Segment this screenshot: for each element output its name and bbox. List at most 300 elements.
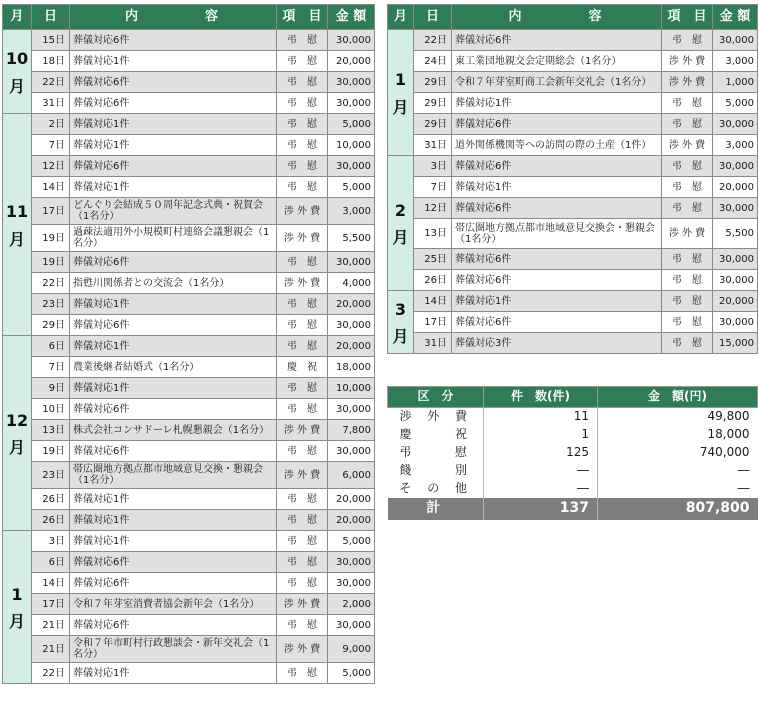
day-cell: 29日 <box>32 315 70 336</box>
item-label: 弔 慰 <box>287 298 317 310</box>
summary-amount: 18,000 <box>598 426 758 444</box>
summary-row <box>388 480 758 498</box>
day-cell: 29日 <box>414 93 452 114</box>
table-row <box>3 636 375 663</box>
day-cell: 7日 <box>32 357 70 378</box>
right-table-body <box>388 30 758 354</box>
content-cell: 葬儀対応6件 <box>452 156 662 177</box>
month-cell: 3 月 <box>388 291 414 354</box>
day-header: 日 <box>32 5 70 30</box>
item-cell <box>277 663 328 684</box>
table-row <box>3 462 375 489</box>
table-row <box>3 273 375 294</box>
table-row <box>3 441 375 462</box>
content-cell: 葬儀対応1件 <box>70 378 277 399</box>
table-row <box>3 552 375 573</box>
table-row <box>3 510 375 531</box>
item-label: 弔 慰 <box>672 295 702 307</box>
month-cell: 12 月 <box>3 336 32 531</box>
content-cell: 葬儀対応1件 <box>70 51 277 72</box>
item-cell <box>277 135 328 156</box>
day-cell: 23日 <box>32 462 70 489</box>
table-row <box>3 357 375 378</box>
item-label: 弔 慰 <box>672 274 702 286</box>
summary-count: 11 <box>484 408 598 427</box>
content-cell: 葬儀対応1件 <box>70 135 277 156</box>
content-cell: 令和７年市町村行政懇談会・新年交礼会（1名分） <box>70 636 277 663</box>
summary-amount: 740,000 <box>598 444 758 462</box>
day-cell: 24日 <box>414 51 452 72</box>
item-cell <box>277 156 328 177</box>
item-header: 項 目 <box>662 5 713 30</box>
amount-cell: 5,000 <box>328 177 375 198</box>
content-cell: 令和７年芽室消費者協会新年会（1名分） <box>70 594 277 615</box>
amount-cell: 3,000 <box>713 135 758 156</box>
amount-cell: 30,000 <box>713 156 758 177</box>
amount-cell: 5,500 <box>713 219 758 249</box>
summary-total-count: 137 <box>484 498 598 520</box>
day-cell: 14日 <box>32 177 70 198</box>
item-label: 弔 慰 <box>287 667 317 679</box>
item-cell <box>662 198 713 219</box>
item-label: 渉 外 費 <box>668 76 706 88</box>
summary-category: 餞別 <box>399 463 467 478</box>
item-label: 弔 慰 <box>287 556 317 568</box>
day-cell: 25日 <box>414 249 452 270</box>
item-cell <box>662 93 713 114</box>
amount-cell: 5,000 <box>328 663 375 684</box>
content-cell: 葬儀対応6件 <box>70 399 277 420</box>
summary-category: 弔慰 <box>399 445 467 460</box>
table-row <box>3 378 375 399</box>
summary-amount-header: 金 額(円) <box>598 387 758 408</box>
item-cell <box>662 312 713 333</box>
day-cell: 31日 <box>32 93 70 114</box>
right-expense-table <box>387 4 758 354</box>
amount-cell: 20,000 <box>328 489 375 510</box>
item-label: 弔 慰 <box>287 76 317 88</box>
content-cell: 株式会社コンサドーレ札幌懇親会（1名分） <box>70 420 277 441</box>
item-label: 渉 外 費 <box>283 232 321 244</box>
left-table-header <box>3 5 375 30</box>
table-row <box>388 198 758 219</box>
day-cell: 19日 <box>32 441 70 462</box>
content-cell: 葬儀対応1件 <box>70 294 277 315</box>
content-cell: 葬儀対応1件 <box>70 336 277 357</box>
content-cell: 東工業団地親交会定期総会（1名分） <box>452 51 662 72</box>
day-cell: 10日 <box>32 399 70 420</box>
item-cell <box>662 291 713 312</box>
item-label: 弔 慰 <box>287 382 317 394</box>
item-cell <box>277 273 328 294</box>
item-label: 弔 慰 <box>287 493 317 505</box>
summary-count-header: 件 数(件) <box>484 387 598 408</box>
day-cell: 7日 <box>414 177 452 198</box>
content-cell: 葬儀対応6件 <box>452 270 662 291</box>
item-label: 弔 慰 <box>287 139 317 151</box>
table-row <box>3 573 375 594</box>
summary-category: その他 <box>399 481 467 496</box>
day-header: 日 <box>414 5 452 30</box>
content-cell: 葬儀対応1件 <box>452 93 662 114</box>
table-row <box>388 72 758 93</box>
table-row <box>3 489 375 510</box>
content-cell: 葬儀対応6件 <box>452 30 662 51</box>
item-label: 弔 慰 <box>287 403 317 415</box>
table-row <box>3 93 375 114</box>
amount-cell: 30,000 <box>713 198 758 219</box>
amount-cell: 10,000 <box>328 378 375 399</box>
summary-row <box>388 462 758 480</box>
amount-cell: 30,000 <box>328 441 375 462</box>
item-cell <box>277 441 328 462</box>
day-cell: 12日 <box>414 198 452 219</box>
amount-cell: 30,000 <box>713 114 758 135</box>
item-label: 渉 外 費 <box>668 228 706 239</box>
day-cell: 22日 <box>32 72 70 93</box>
amount-cell: 20,000 <box>328 294 375 315</box>
item-cell <box>277 51 328 72</box>
content-cell: 葬儀対応6件 <box>70 72 277 93</box>
amount-cell: 30,000 <box>328 252 375 273</box>
amount-cell: 30,000 <box>328 93 375 114</box>
amount-cell: 5,000 <box>328 114 375 135</box>
day-cell: 15日 <box>32 30 70 51</box>
summary-body <box>388 408 758 521</box>
item-cell <box>277 594 328 615</box>
amount-cell: 5,000 <box>713 93 758 114</box>
day-cell: 6日 <box>32 336 70 357</box>
item-cell <box>277 315 328 336</box>
month-cell: 1 月 <box>3 531 32 684</box>
item-cell <box>662 270 713 291</box>
item-label: 弔 慰 <box>287 34 317 46</box>
left-table-body <box>3 30 375 684</box>
item-cell <box>662 219 713 249</box>
item-label: 弔 慰 <box>672 118 702 130</box>
item-cell <box>277 336 328 357</box>
item-cell <box>277 378 328 399</box>
content-cell: 指甦川関係者との交流会（1名分） <box>70 273 277 294</box>
item-cell <box>277 30 328 51</box>
table-row <box>388 30 758 51</box>
summary-table <box>387 386 758 520</box>
left-expense-table <box>2 4 375 684</box>
item-cell <box>277 636 328 663</box>
item-cell <box>277 462 328 489</box>
content-cell: 葬儀対応1件 <box>70 177 277 198</box>
table-row <box>3 663 375 684</box>
item-label: 渉 外 費 <box>668 55 706 67</box>
item-label: 弔 慰 <box>287 181 317 193</box>
table-row <box>3 30 375 51</box>
day-cell: 17日 <box>32 594 70 615</box>
item-cell <box>277 72 328 93</box>
day-cell: 26日 <box>32 510 70 531</box>
item-label: 渉 外 費 <box>283 643 321 655</box>
item-cell <box>662 30 713 51</box>
item-cell <box>277 357 328 378</box>
item-label: 弔 慰 <box>287 577 317 589</box>
summary-row <box>388 444 758 462</box>
item-cell <box>277 252 328 273</box>
content-cell: 令和７年芽室町商工会新年交礼会（1名分） <box>452 72 662 93</box>
table-row <box>3 420 375 441</box>
item-cell <box>277 420 328 441</box>
content-cell: 葬儀対応6件 <box>452 249 662 270</box>
content-cell: 葬儀対応6件 <box>70 252 277 273</box>
summary-row <box>388 426 758 444</box>
amount-cell: 30,000 <box>328 399 375 420</box>
item-cell <box>277 225 328 252</box>
item-label: 弔 慰 <box>287 514 317 526</box>
item-label: 弔 慰 <box>287 319 317 331</box>
item-label: 弔 慰 <box>287 619 317 631</box>
day-cell: 12日 <box>32 156 70 177</box>
item-label: 弔 慰 <box>287 340 317 352</box>
content-cell: 道外関係機関等への訪問の際の土産（1件） <box>452 135 662 156</box>
amount-cell: 10,000 <box>328 135 375 156</box>
content-cell: 葬儀対応6件 <box>70 615 277 636</box>
content-cell: 帯広圏地方拠点都市地域意見交換会・懇親会（1名分） <box>452 219 662 249</box>
day-cell: 21日 <box>32 615 70 636</box>
summary-count: ― <box>484 480 598 498</box>
content-cell: 葬儀対応1件 <box>70 489 277 510</box>
day-cell: 22日 <box>32 273 70 294</box>
content-cell: 過疎法適用外小規模町村連絡会議懇親会（1名分） <box>70 225 277 252</box>
summary-category-header: 区 分 <box>388 387 484 408</box>
table-row <box>388 333 758 354</box>
content-cell: 葬儀対応6件 <box>452 114 662 135</box>
content-cell: 葬儀対応3件 <box>452 333 662 354</box>
item-label: 渉 外 費 <box>283 469 321 481</box>
amount-cell: 30,000 <box>328 573 375 594</box>
item-cell <box>662 333 713 354</box>
item-label: 弔 慰 <box>672 316 702 328</box>
item-label: 弔 慰 <box>287 535 317 547</box>
day-cell: 14日 <box>414 291 452 312</box>
amount-cell: 7,800 <box>328 420 375 441</box>
item-header: 項 目 <box>277 5 328 30</box>
table-row <box>3 156 375 177</box>
table-row <box>3 594 375 615</box>
day-cell: 29日 <box>414 72 452 93</box>
summary-amount: ― <box>598 480 758 498</box>
item-label: 弔 慰 <box>287 55 317 67</box>
day-cell: 9日 <box>32 378 70 399</box>
item-cell <box>277 510 328 531</box>
amount-cell: 30,000 <box>328 615 375 636</box>
item-label: 弔 慰 <box>287 445 317 457</box>
content-cell: どんぐり会結成５０周年記念式典・祝賀会（1名分） <box>70 198 277 225</box>
item-cell <box>277 615 328 636</box>
item-label: 慶 祝 <box>287 361 317 373</box>
amount-cell: 4,000 <box>328 273 375 294</box>
item-label: 渉 外 費 <box>283 205 321 217</box>
content-cell: 葬儀対応1件 <box>452 291 662 312</box>
table-row <box>3 135 375 156</box>
day-cell: 29日 <box>414 114 452 135</box>
table-row <box>3 114 375 135</box>
day-cell: 31日 <box>414 135 452 156</box>
amount-cell: 9,000 <box>328 636 375 663</box>
table-row <box>388 135 758 156</box>
item-label: 弔 慰 <box>287 118 317 130</box>
content-cell: 葬儀対応6件 <box>452 312 662 333</box>
amount-cell: 15,000 <box>713 333 758 354</box>
summary-total-row <box>388 498 758 520</box>
day-cell: 31日 <box>414 333 452 354</box>
item-label: 弔 慰 <box>287 256 317 268</box>
content-cell: 葬儀対応1件 <box>70 531 277 552</box>
item-label: 弔 慰 <box>672 202 702 214</box>
item-cell <box>277 294 328 315</box>
summary-category: 慶祝 <box>399 427 467 442</box>
content-cell: 葬儀対応1件 <box>70 510 277 531</box>
table-row <box>3 72 375 93</box>
day-cell: 3日 <box>32 531 70 552</box>
content-cell: 葬儀対応1件 <box>70 114 277 135</box>
item-cell <box>277 114 328 135</box>
amount-cell: 30,000 <box>328 552 375 573</box>
content-cell: 葬儀対応1件 <box>70 663 277 684</box>
table-row <box>388 156 758 177</box>
item-cell <box>277 177 328 198</box>
content-cell: 葬儀対応6件 <box>70 552 277 573</box>
table-row <box>388 291 758 312</box>
day-cell: 19日 <box>32 225 70 252</box>
amount-cell: 30,000 <box>713 312 758 333</box>
summary-category: 渉外費 <box>399 409 467 424</box>
content-cell: 農業後継者結婚式（1名分） <box>70 357 277 378</box>
item-label: 弔 慰 <box>672 337 702 349</box>
item-label: 弔 慰 <box>672 253 702 265</box>
table-row <box>3 51 375 72</box>
amount-cell: 30,000 <box>713 30 758 51</box>
table-row <box>3 315 375 336</box>
day-cell: 18日 <box>32 51 70 72</box>
item-cell <box>662 156 713 177</box>
table-row <box>3 399 375 420</box>
day-cell: 3日 <box>414 156 452 177</box>
item-cell <box>662 177 713 198</box>
amount-cell: 1,000 <box>713 72 758 93</box>
table-row <box>388 270 758 291</box>
table-row <box>3 177 375 198</box>
table-row <box>3 198 375 225</box>
day-cell: 13日 <box>414 219 452 249</box>
amount-cell: 20,000 <box>713 177 758 198</box>
amount-cell: 20,000 <box>328 510 375 531</box>
item-cell <box>277 399 328 420</box>
amount-cell: 30,000 <box>328 30 375 51</box>
summary-count: ― <box>484 462 598 480</box>
summary-total-label: 計 <box>388 498 484 520</box>
item-label: 渉 外 費 <box>283 424 321 436</box>
day-cell: 26日 <box>414 270 452 291</box>
amount-cell: 18,000 <box>328 357 375 378</box>
item-label: 渉 外 費 <box>668 139 706 151</box>
summary-total-amount: 807,800 <box>598 498 758 520</box>
month-cell: 2 月 <box>388 156 414 291</box>
day-cell: 14日 <box>32 573 70 594</box>
summary-count: 1 <box>484 426 598 444</box>
item-cell <box>277 198 328 225</box>
day-cell: 2日 <box>32 114 70 135</box>
day-cell: 21日 <box>32 636 70 663</box>
day-cell: 26日 <box>32 489 70 510</box>
amount-cell: 3,000 <box>713 51 758 72</box>
item-cell <box>277 489 328 510</box>
day-cell: 22日 <box>32 663 70 684</box>
amount-cell: 3,000 <box>328 198 375 225</box>
amount-cell: 30,000 <box>713 270 758 291</box>
item-label: 弔 慰 <box>672 160 702 172</box>
amount-cell: 30,000 <box>328 72 375 93</box>
table-row <box>388 51 758 72</box>
table-row <box>388 219 758 249</box>
month-header: 月 <box>388 5 414 30</box>
summary-row <box>388 408 758 427</box>
table-row <box>3 252 375 273</box>
amount-cell: 2,000 <box>328 594 375 615</box>
month-cell: 10 月 <box>3 30 32 114</box>
table-row <box>388 249 758 270</box>
summary-count: 125 <box>484 444 598 462</box>
content-header: 内 容 <box>452 5 662 30</box>
table-row <box>3 615 375 636</box>
amount-cell: 30,000 <box>328 315 375 336</box>
table-row <box>388 114 758 135</box>
day-cell: 7日 <box>32 135 70 156</box>
content-header: 内 容 <box>70 5 277 30</box>
content-cell: 葬儀対応6件 <box>70 315 277 336</box>
item-cell <box>662 249 713 270</box>
content-cell: 葬儀対応6件 <box>70 573 277 594</box>
table-row <box>3 294 375 315</box>
content-cell: 葬儀対応6件 <box>70 93 277 114</box>
day-cell: 23日 <box>32 294 70 315</box>
table-row <box>388 312 758 333</box>
item-label: 弔 慰 <box>672 97 702 109</box>
item-label: 渉 外 費 <box>283 277 321 289</box>
item-label: 弔 慰 <box>672 181 702 193</box>
item-cell <box>277 531 328 552</box>
amount-cell: 5,000 <box>328 531 375 552</box>
day-cell: 17日 <box>32 198 70 225</box>
content-cell: 葬儀対応6件 <box>70 30 277 51</box>
amount-header: 金 額 <box>328 5 375 30</box>
amount-cell: 5,500 <box>328 225 375 252</box>
item-cell <box>277 573 328 594</box>
content-cell: 葬儀対応6件 <box>70 441 277 462</box>
day-cell: 19日 <box>32 252 70 273</box>
table-row <box>388 93 758 114</box>
amount-cell: 30,000 <box>713 249 758 270</box>
amount-cell: 30,000 <box>328 156 375 177</box>
day-cell: 22日 <box>414 30 452 51</box>
content-cell: 葬儀対応1件 <box>452 177 662 198</box>
amount-cell: 6,000 <box>328 462 375 489</box>
summary-amount: 49,800 <box>598 408 758 427</box>
item-label: 弔 慰 <box>287 97 317 109</box>
item-cell <box>662 72 713 93</box>
item-cell <box>662 135 713 156</box>
day-cell: 17日 <box>414 312 452 333</box>
item-label: 弔 慰 <box>672 34 702 46</box>
table-row <box>3 336 375 357</box>
content-cell: 葬儀対応6件 <box>70 156 277 177</box>
